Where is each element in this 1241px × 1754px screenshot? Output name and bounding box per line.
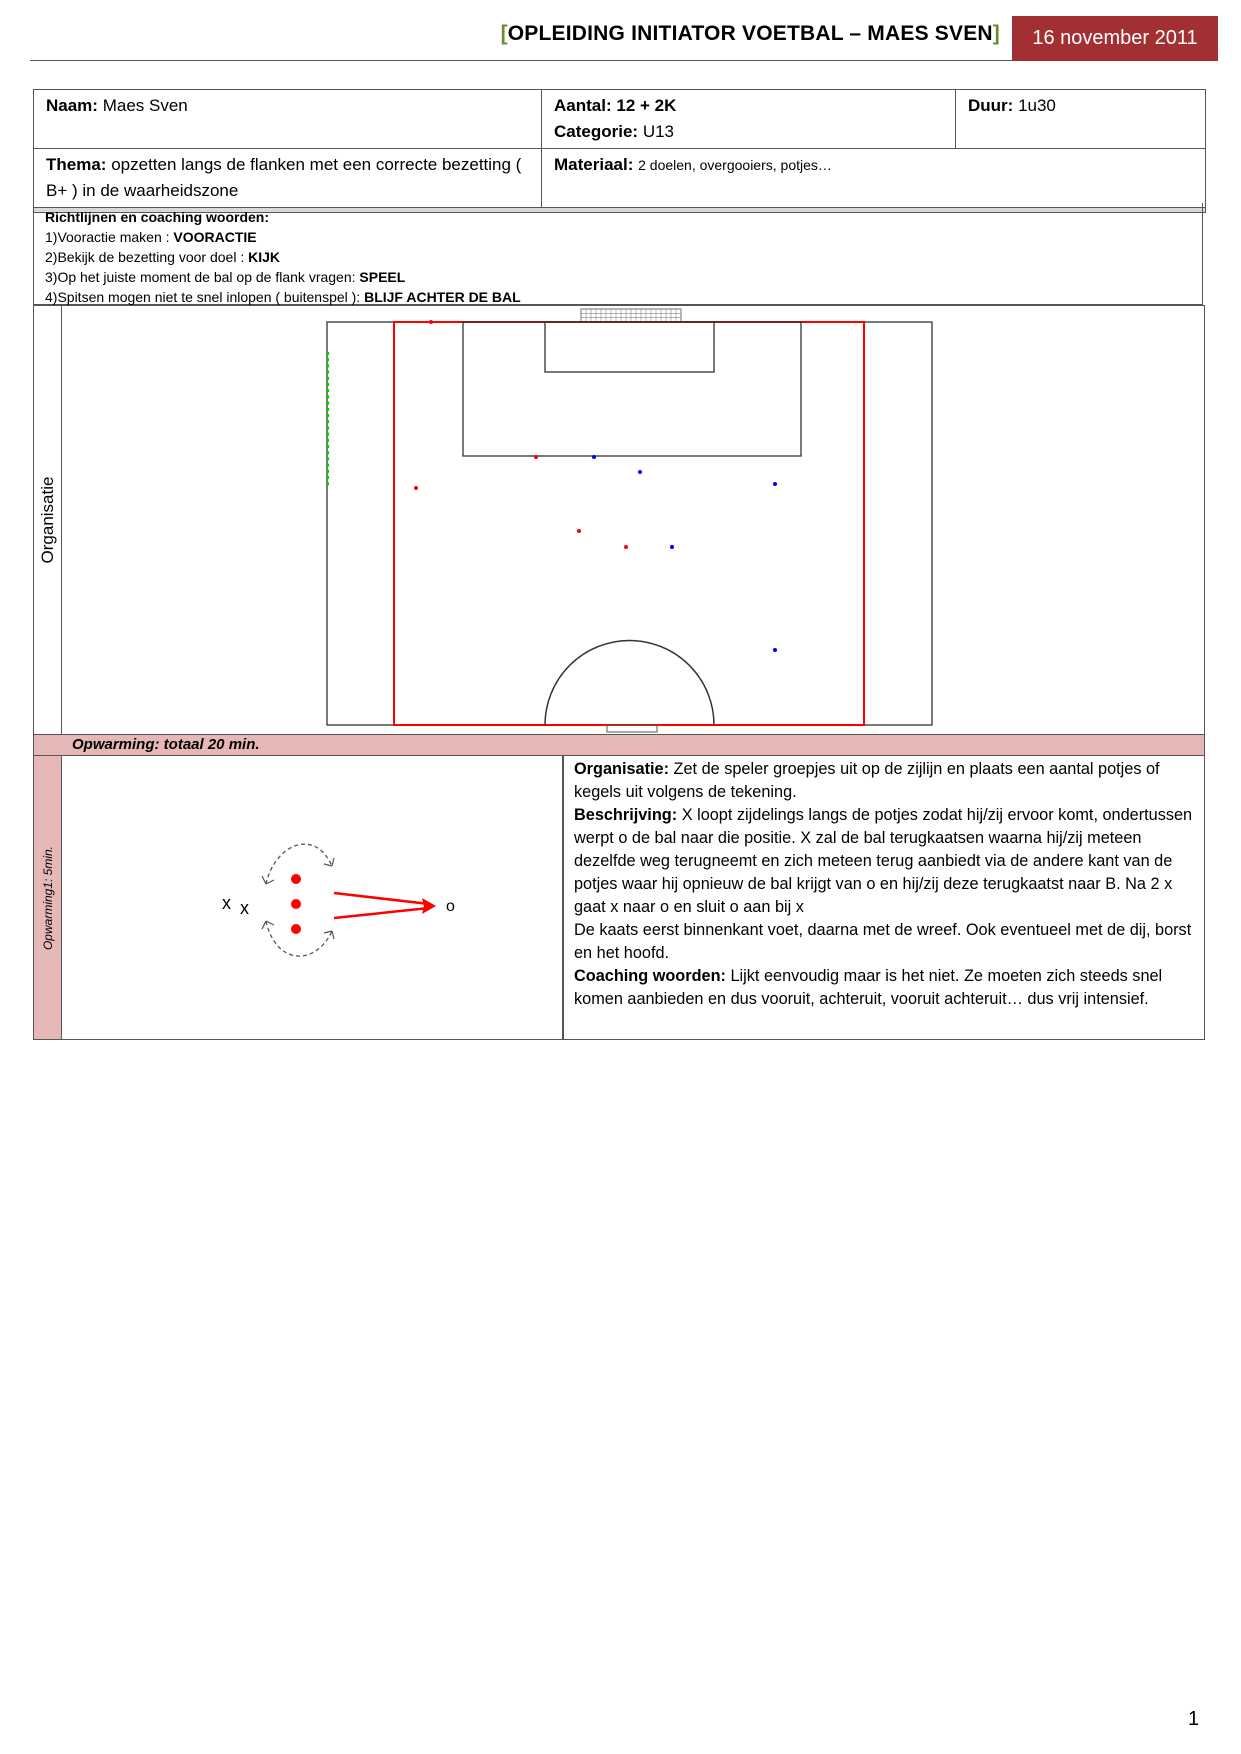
info-row-1 [34,90,1206,149]
warmup-side-label: Opwarming1: 5min. [40,845,55,950]
green-marker [326,439,329,442]
organisatie-section [33,305,1205,735]
warmup-side [34,756,62,1039]
red-players [414,320,628,549]
info-table [33,89,1206,213]
naam-cell [34,90,542,149]
aantal-cell [542,90,956,149]
pitch-diagram [326,307,936,733]
green-marker [326,414,329,417]
green-marker [326,482,329,485]
pass-arrowhead [422,898,436,914]
green-marker [326,464,329,467]
green-marker [326,476,329,479]
green-marker [326,457,329,460]
coaching-guidelines [33,203,1203,305]
categorie-value: U13 [642,122,674,141]
green-marker [326,451,329,454]
organisatie-side-label: Organisatie [37,476,57,564]
document-title [500,22,1000,46]
green-marker [326,402,329,405]
green-marker [326,358,329,361]
blue-player [773,648,777,652]
green-marker [326,389,329,392]
materiaal-value: 2 doelen, overgooiers, potjes… [638,157,832,173]
duur-label: Duur: [968,96,1014,115]
warmup-section [33,756,1205,1040]
green-marker [326,420,329,423]
green-marker [326,470,329,473]
warmup-coach-label: Coaching woorden: [574,967,726,985]
warmup-description [574,758,1196,1011]
info-row-2 [34,149,1206,208]
blue-player [670,545,674,549]
pass-arrow-1 [334,893,429,904]
coaching-item: 3)Op het juiste moment de bal op de flank vragen: SPEEL [45,269,406,285]
coaching-title: Richtlijnen en coaching woorden: [45,209,270,225]
pass-arrow-2 [334,908,429,918]
penalty-area [463,322,801,456]
blue-player [773,482,777,486]
warmup-org-text: Zet de speler groepjes uit op de zijlijn en plaats een aantal potjes of kegels uit volgens de tekening. [574,760,1160,801]
header-rule [30,60,1012,61]
categorie-label: Categorie: [554,122,639,141]
bottom-goal [607,725,657,732]
organisatie-side [34,306,62,734]
coaching-item: 4)Spitsen mogen niet te snel inlopen ( buitenspel ): BLIJF ACHTER DE BAL [45,289,521,305]
document-title-text: OPLEIDING INITIATOR VOETBAL – MAES SVEN [507,22,993,45]
green-marker [326,445,329,448]
naam-label: Naam: [46,96,98,115]
bracket-open: [ [500,22,508,45]
page-number: 1 [1188,1708,1200,1730]
green-marker [326,408,329,411]
center-arc [545,641,714,725]
green-marker [326,352,329,355]
duur-value: 1u30 [1018,96,1056,115]
naam-value: Maes Sven [102,96,188,115]
warmup-org-label: Organisatie: [574,760,670,778]
player-x2: x [240,898,249,918]
thema-label: Thema: [46,155,107,174]
thema-value: opzetten langs de flanken met een correcte bezetting ( B+ ) in de waarheidszone [46,155,522,200]
coaching-item: 1)Vooractie maken : VOORACTIE [45,229,257,245]
warmup-divider [562,756,564,1039]
blue-player [592,455,596,459]
materiaal-cell [542,149,1206,208]
warmup-coach-text: Lijkt eenvoudig maar is het niet. Ze moeten zich steeds snel komen aanbieden en dus vooruit, achteruit, vooruit achteruit… dus vrij intensief. [574,967,1163,1008]
warmup-bar [33,735,1205,756]
field-outline [327,322,932,725]
red-player [577,529,581,533]
red-player [414,486,418,490]
blue-player [638,470,642,474]
warmup-bar-label: Opwarming: totaal 20 min. [72,736,260,753]
coaching-item: 2)Bekijk de bezetting voor doel : KIJK [45,249,281,265]
warmup-kaats-text: De kaats eerst binnenkant voet, daarna met de wreef. Ook eventueel met de dij, borst en het hoofd. [574,921,1192,962]
green-marker [326,364,329,367]
player-o: o [446,898,455,915]
cone-1 [291,874,301,884]
date-badge: 16 november 2011 [1012,16,1218,61]
blue-players [592,455,777,652]
top-goal [581,309,681,322]
thema-cell [34,149,542,208]
aantal-label: Aantal: [554,96,612,115]
green-marker [326,377,329,380]
warmup-drawing [184,826,474,966]
green-marker [326,395,329,398]
red-player [624,545,628,549]
goal-area [545,322,714,372]
red-player [534,455,538,459]
materiaal-label: Materiaal: [554,155,634,174]
green-marker [326,433,329,436]
player-x1: x [222,893,231,913]
bracket-close: ] [992,22,1000,45]
green-marker [326,383,329,386]
warmup-desc-text: X loopt zijdelings langs de potjes zodat hij/zij ervoor komt, ondertussen werpt o de bal naar die positie. X zal de bal terugkaatsen waarna hij/zij meteen dezelfde weg terugneemt en zich meteen terug aanbiedt via de andere kant van de potjes waar hij opnieuw de bal krijgt van o en hij/zij deze terugkaatst naar B. Na 2 x gaat x naar o en sluit o aan bij x [574,806,1193,916]
cone-2 [291,899,301,909]
cone-3 [291,924,301,934]
green-marker [326,426,329,429]
duur-cell [956,90,1206,149]
red-zone [394,322,864,725]
red-player [429,320,433,324]
green-marker [326,371,329,374]
warmup-desc-label: Beschrijving: [574,806,678,824]
aantal-value: 12 + 2K [616,96,677,115]
